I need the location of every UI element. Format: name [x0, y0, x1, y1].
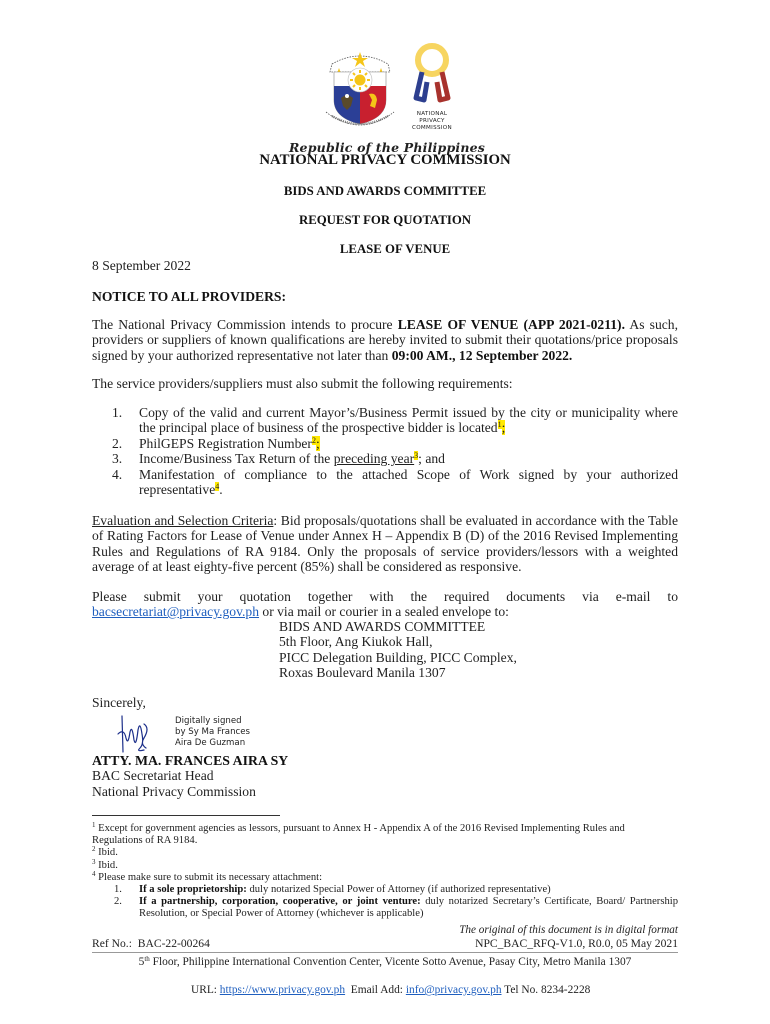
address-text: Floor, Philippine International Convention Center, Vicente Sotto Avenue, Pasay City, Metro Manila 1307 — [149, 956, 632, 968]
signatory-name: ATTY. MA. FRANCES AIRA SY — [92, 753, 289, 768]
requirement-number: 1. — [112, 405, 123, 420]
signatory-block — [92, 753, 288, 799]
requirement-tail: ; — [501, 420, 506, 436]
footnote-ref-3[interactable]: 3 — [414, 451, 419, 461]
office-address — [0, 955, 770, 969]
footnote-4 — [92, 869, 678, 884]
requirement-tail: ; — [315, 435, 320, 451]
footnote-text: Ibid. — [95, 847, 118, 859]
signatory-title: BAC Secretariat Head — [92, 768, 214, 784]
submission-text: or via mail or courier in a sealed envelope to: — [259, 604, 509, 619]
npc-keyhole-logo — [402, 42, 462, 134]
document-subject: LEASE OF VENUE — [339, 242, 451, 256]
requirement-text: Income/Business Tax Return of the — [139, 451, 334, 467]
email-label: Email Add: — [345, 984, 406, 996]
digital-signature-line: Aira De Guzman — [175, 738, 246, 748]
footnote-text: Except for government agencies as lessors, pursuant to Annex H - Appendix A of the 2016 Revised Implementing Rules and Regulations of RA 9184. — [92, 823, 625, 847]
address-line: PICC Delegation Building, PICC Complex, — [279, 649, 517, 665]
notice-heading — [92, 289, 286, 304]
footnote-4-item — [92, 884, 678, 896]
mailing-address — [279, 619, 517, 681]
evaluation-paragraph — [92, 513, 678, 575]
salutation: Sincerely, — [92, 695, 146, 710]
requirement-number: 2. — [112, 435, 123, 451]
footnote-ref-1[interactable]: 1 — [497, 420, 502, 430]
address-line: BIDS AND AWARDS COMMITTEE — [279, 619, 486, 634]
republic-label: Republic of the Philippines — [288, 140, 486, 155]
submission-line-1: Please submit your quotation together with the required documents via e-mail to — [92, 589, 678, 604]
npc-logo-line-1: NATIONAL — [416, 111, 448, 117]
url-label: URL: — [191, 984, 220, 996]
footer-rule — [92, 952, 678, 953]
footnote-number: 1 — [92, 821, 96, 829]
bac-email-link[interactable]: bacsecretariat@privacy.gov.ph — [92, 604, 260, 619]
requirement-underlined: preceding year — [333, 451, 415, 467]
digital-signature-line: Digitally signed — [175, 716, 242, 726]
signatory-org: National Privacy Commission — [92, 783, 256, 799]
footnote-item-bold: If a partnership, corporation, cooperative, or joint venture: — [139, 896, 421, 908]
footnote-number: 2 — [92, 845, 96, 854]
procurement-title: LEASE OF VENUE (APP 2021-0211). — [397, 317, 625, 332]
requirement-number: 3. — [112, 451, 123, 467]
requirements-intro: The service providers/suppliers must also submit the following requirements: — [92, 376, 513, 391]
telephone-number: Tel No. 8234-2228 — [501, 984, 591, 996]
reference-number: Ref No.: BAC-22-00264 — [92, 937, 210, 950]
footnote-ref-4[interactable]: 4 — [215, 482, 220, 492]
evaluation-text: : Bid proposals/quotations shall be evaluated in accordance with the Table of Rating Factors for Lease of Venue under Annex H – Appendix B (D) of the 2016 Revised Implementing Rules and Regulations of RA 9184. Only the proposals of service providers/lessors with a weighted average of at least eighty-five percent (85%) shall be considered as responsive. — [92, 513, 678, 575]
website-link[interactable]: https://www.privacy.gov.ph — [219, 984, 346, 996]
requirement-tail: ; and — [418, 451, 445, 467]
footnote-text: Please make sure to submit its necessary attachment: — [95, 871, 323, 883]
footnote-3 — [92, 857, 678, 872]
contact-line — [0, 969, 770, 1011]
address-line: 5th Floor, Ang Kiukok Hall, — [279, 634, 433, 650]
footnote-item-number: 1. — [114, 884, 122, 896]
footnote-ref-2[interactable]: 2 — [311, 435, 316, 445]
document-date: 8 September 2022 — [92, 258, 191, 273]
address-floor: 5 — [138, 956, 145, 968]
footnote-item-text: duly notarized Secretary’s Certificate, Board/ Partnership Resolution, or Special Power of Attorney (whichever is applicable) — [139, 896, 678, 920]
footnote-number: 3 — [92, 857, 96, 866]
intro-paragraph — [92, 317, 678, 363]
footnote-text: Ibid. — [95, 859, 118, 871]
document-type: REQUEST FOR QUOTATION — [298, 213, 472, 227]
address-line: Roxas Boulevard Manila 1307 — [279, 665, 446, 681]
digital-signature-line: by Sy Ma Frances — [175, 727, 251, 737]
info-email-link[interactable]: info@privacy.gov.ph — [405, 984, 502, 996]
intro-text-a: The National Privacy Commission intends to procure — [92, 317, 398, 332]
requirement-text: PhilGEPS Registration Number — [139, 435, 312, 451]
requirement-tail: . — [219, 482, 223, 498]
footnote-item-number: 2. — [114, 896, 122, 908]
requirement-item — [92, 436, 678, 451]
form-version: NPC_BAC_RFQ-V1.0, R0.0, 05 May 2021 — [475, 937, 678, 950]
philippine-seal-logo — [322, 42, 398, 132]
npc-logo-line-2: PRIVACY — [419, 118, 445, 124]
footnote-separator — [92, 815, 280, 816]
address-ordinal: th — [144, 955, 150, 963]
requirement-text: Manifestation of compliance to the attached Scope of Work signed by your authorized representative — [139, 466, 678, 498]
footnote-item-text: duly notarized Special Power of Attorney (if authorized representative) — [246, 884, 551, 896]
requirement-item — [92, 451, 678, 466]
footnote-1 — [92, 823, 678, 847]
requirement-item — [92, 467, 678, 498]
requirement-item — [92, 405, 678, 436]
committee-title: BIDS AND AWARDS COMMITTEE — [283, 184, 487, 198]
footnote-4-item — [92, 896, 678, 920]
requirement-number: 4. — [112, 466, 123, 482]
intro-text-b: As such, providers or suppliers of known qualifications are hereby invited to submit their quotations/price proposals signed by your authorized representative not later than — [92, 317, 678, 363]
npc-logo-line-3: COMMISSION — [412, 125, 452, 131]
submission-line-2 — [92, 604, 509, 619]
evaluation-label: Evaluation and Selection Criteria — [92, 513, 274, 528]
footnotes — [92, 823, 678, 921]
notice-heading-text: NOTICE TO ALL PROVIDERS: — [92, 289, 287, 304]
submission-deadline: 09:00 AM., 12 September 2022. — [391, 347, 573, 363]
digital-format-note: The original of this document is in digital format — [459, 924, 678, 936]
signature-image — [114, 714, 154, 756]
requirement-text: Copy of the valid and current Mayor’s/Business Permit issued by the city or municipality where the principal place of business of the prospective bidder is located — [139, 405, 678, 436]
digital-signature-note — [175, 716, 250, 749]
agency-name: NATIONAL PRIVACY COMMISSION — [259, 152, 511, 168]
requirements-list — [92, 405, 678, 497]
footnote-2 — [92, 847, 678, 859]
footnote-number: 4 — [92, 869, 96, 878]
footnote-item-bold: If a sole proprietorship: — [139, 884, 247, 896]
